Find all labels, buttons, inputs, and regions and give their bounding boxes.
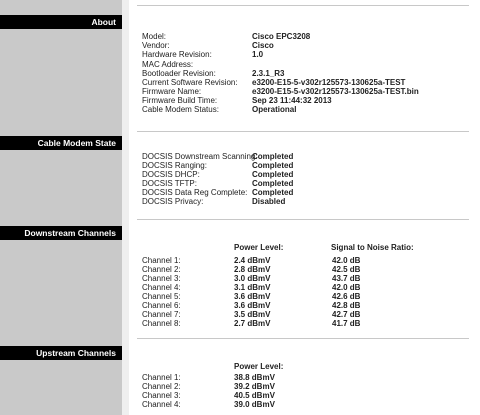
snr-value: 42.7 dB — [332, 310, 361, 319]
section-header-cable-modem-state: Cable Modem State — [0, 136, 122, 150]
channel-label: Channel 4: — [142, 400, 181, 409]
snr-value: 42.5 dB — [332, 265, 361, 274]
state-label: DOCSIS Downstream Scanning: — [142, 152, 258, 161]
channel-label: Channel 4: — [142, 283, 181, 292]
about-value: Cisco — [252, 41, 274, 50]
power-value: 3.1 dBmV — [234, 283, 271, 292]
about-value: 1.0 — [252, 50, 264, 59]
power-value: 2.8 dBmV — [234, 265, 271, 274]
state-value: Disabled — [252, 197, 286, 206]
channel-label: Channel 1: — [142, 256, 181, 265]
power-value: 39.0 dBmV — [234, 400, 275, 409]
power-value: 39.2 dBmV — [234, 382, 275, 391]
about-label: Firmware Build Time: — [142, 96, 218, 105]
about-value: e3200-E15-5-v302r125573-130625a-TEST — [252, 78, 406, 87]
about-label: MAC Address: — [142, 60, 194, 69]
power-value: 2.7 dBmV — [234, 319, 271, 328]
snr-value: 43.7 dB — [332, 274, 361, 283]
state-label: DOCSIS Privacy: — [142, 197, 204, 206]
top-divider — [137, 5, 469, 6]
state-value: Completed — [252, 161, 294, 170]
state-label: DOCSIS TFTP: — [142, 179, 197, 188]
power-value: 3.6 dBmV — [234, 301, 271, 310]
channel-label: Channel 8: — [142, 319, 181, 328]
power-value: 38.8 dBmV — [234, 373, 275, 382]
snr-value: 42.6 dB — [332, 292, 361, 301]
power-value: 3.0 dBmV — [234, 274, 271, 283]
downstream-power-header: Power Level: — [234, 243, 284, 252]
about-value: Operational — [252, 105, 297, 114]
channel-label: Channel 7: — [142, 310, 181, 319]
state-label: DOCSIS Ranging: — [142, 161, 207, 170]
channel-label: Channel 2: — [142, 265, 181, 274]
downstream-snr-header: Signal to Noise Ratio: — [331, 243, 414, 252]
about-label: Current Software Revision: — [142, 78, 238, 87]
about-label: Bootloader Revision: — [142, 69, 216, 78]
about-label: Model: — [142, 32, 167, 41]
section-header-downstream-channels: Downstream Channels — [0, 226, 122, 240]
upstream-power-header: Power Level: — [234, 362, 284, 371]
state-label: DOCSIS Data Reg Complete: — [142, 188, 248, 197]
snr-value: 42.8 dB — [332, 301, 361, 310]
channel-label: Channel 5: — [142, 292, 181, 301]
state-value: Completed — [252, 188, 294, 197]
channel-label: Channel 6: — [142, 301, 181, 310]
channel-label: Channel 2: — [142, 382, 181, 391]
about-value: e3200-E15-5-v302r125573-130625a-TEST.bin — [252, 87, 419, 96]
about-label: Hardware Revision: — [142, 50, 212, 59]
about-label: Firmware Name: — [142, 87, 202, 96]
channel-label: Channel 1: — [142, 373, 181, 382]
power-value: 3.6 dBmV — [234, 292, 271, 301]
state-value: Completed — [252, 170, 294, 179]
state-value: Completed — [252, 179, 294, 188]
section-header-about: About — [0, 15, 122, 29]
snr-value: 41.7 dB — [332, 319, 361, 328]
sidebar-divider-strip — [122, 0, 129, 415]
snr-value: 42.0 dB — [332, 256, 361, 265]
state-value: Completed — [252, 152, 294, 161]
power-value: 3.5 dBmV — [234, 310, 271, 319]
section-divider-downstream — [137, 338, 469, 339]
power-value: 40.5 dBmV — [234, 391, 275, 400]
snr-value: 42.0 dB — [332, 283, 361, 292]
about-label: Vendor: — [142, 41, 170, 50]
about-label: Cable Modem Status: — [142, 105, 219, 114]
power-value: 2.4 dBmV — [234, 256, 271, 265]
about-value: Cisco EPC3208 — [252, 32, 311, 41]
state-label: DOCSIS DHCP: — [142, 170, 200, 179]
channel-label: Channel 3: — [142, 391, 181, 400]
section-divider-cable-modem — [137, 219, 469, 220]
channel-label: Channel 3: — [142, 274, 181, 283]
section-header-upstream-channels: Upstream Channels — [0, 346, 122, 360]
section-divider-about — [137, 131, 469, 132]
about-value: 2.3.1_R3 — [252, 69, 285, 78]
about-value: Sep 23 11:44:32 2013 — [252, 96, 332, 105]
